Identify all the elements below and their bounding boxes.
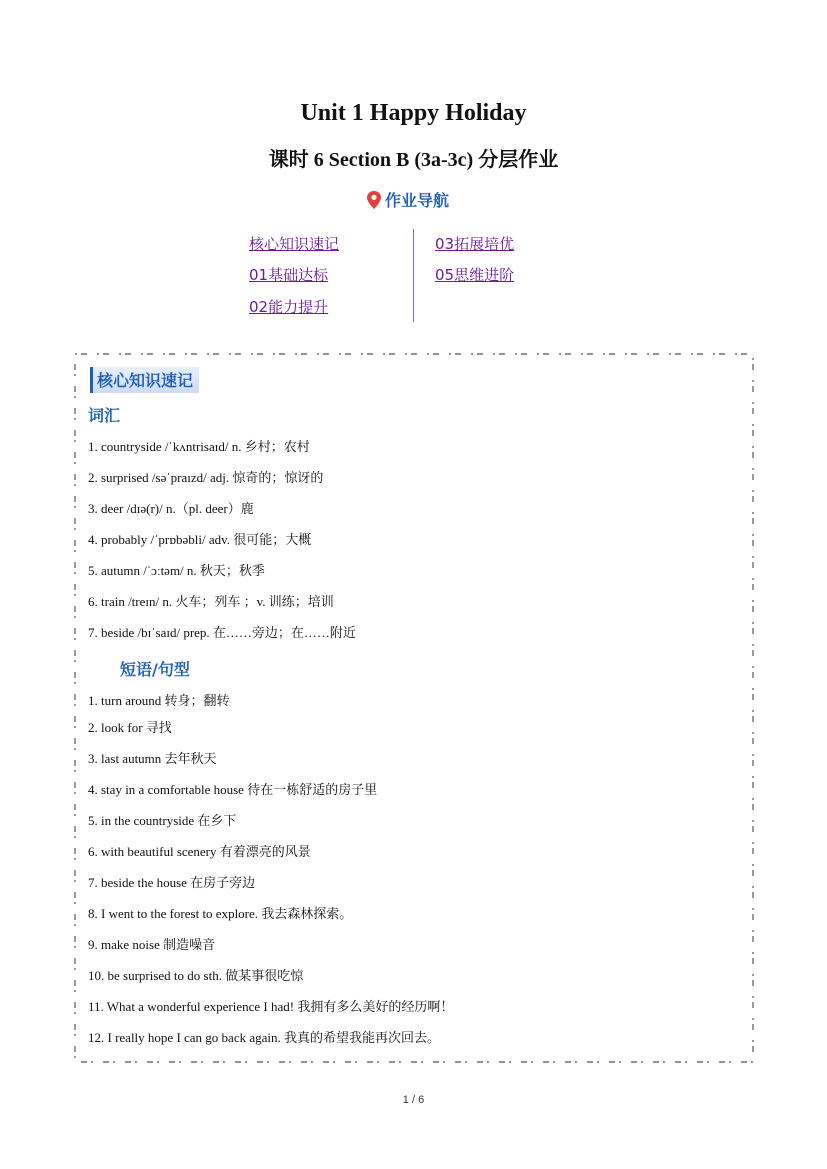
navigation-title: 作业导航 [385,191,450,210]
phrase-item: 7. beside the house 在房子旁边 [88,875,256,890]
homework-navigation-heading [366,188,449,211]
section-title-core-knowledge: 核心知识速记 [90,367,199,393]
location-pin-icon [366,190,382,210]
nav-link-extension[interactable]: 03拓展培优 [435,235,515,253]
phrase-item: 4. stay in a comfortable house 待在一栋舒适的房子里 [88,782,378,797]
page-number: 1 / 6 [402,1094,425,1106]
nav-link-basic[interactable]: 01基础达标 [249,266,329,284]
phrase-item: 2. look for 寻找 [88,720,172,735]
phrase-item: 10. be surprised to do sth. 做某事很吃惊 [88,968,304,983]
nav-link-ability[interactable]: 02能力提升 [249,298,329,316]
nav-link-thinking[interactable]: 05思维进阶 [435,266,515,284]
phrase-item: 11. What a wonderful experience I had! 我拥有多么美好的经历啊！ [88,999,454,1014]
phrase-item: 3. last autumn 去年秋天 [88,751,217,766]
phrase-item: 5. in the countryside 在乡下 [88,813,237,828]
vocab-item: 3. deer /dɪə(r)/ n.（pl. deer）鹿 [88,501,254,516]
vocab-item: 2. surprised /səˈpraɪzd/ adj. 惊奇的；惊讶的 [88,470,324,485]
vocab-item: 1. countryside /ˈkʌntrisaɪd/ n. 乡村；农村 [88,439,310,454]
vocabulary-heading: 词汇 [88,406,121,425]
phrase-item: 8. I went to the forest to explore. 我去森林探索。 [88,906,353,921]
vocab-item: 7. beside /bɪˈsaɪd/ prep. 在……旁边；在……附近 [88,625,356,640]
phrases-heading: 短语/句型 [120,660,190,679]
phrase-item: 6. with beautiful scenery 有着漂亮的风景 [88,844,311,859]
document-subtitle: 课时 6 Section B (3a-3c) 分层作业 [268,149,559,171]
document-title: Unit 1 Happy Holiday [300,100,527,126]
navigation-divider [413,229,414,322]
phrase-item: 9. make noise 制造噪音 [88,937,216,952]
vocab-item: 4. probably /ˈprɒbəbli/ adv. 很可能；大概 [88,532,312,547]
phrase-item: 1. turn around 转身；翻转 [88,693,230,708]
vocab-item: 5. autumn /ˈɔːtəm/ n. 秋天；秋季 [88,563,265,578]
nav-link-core-knowledge[interactable]: 核心知识速记 [249,235,340,253]
phrase-item: 12. I really hope I can go back again. 我真的希望我能再次回去。 [88,1030,441,1045]
vocab-item: 6. train /treɪn/ n. 火车；列车 ；v. 训练；培训 [88,594,334,609]
